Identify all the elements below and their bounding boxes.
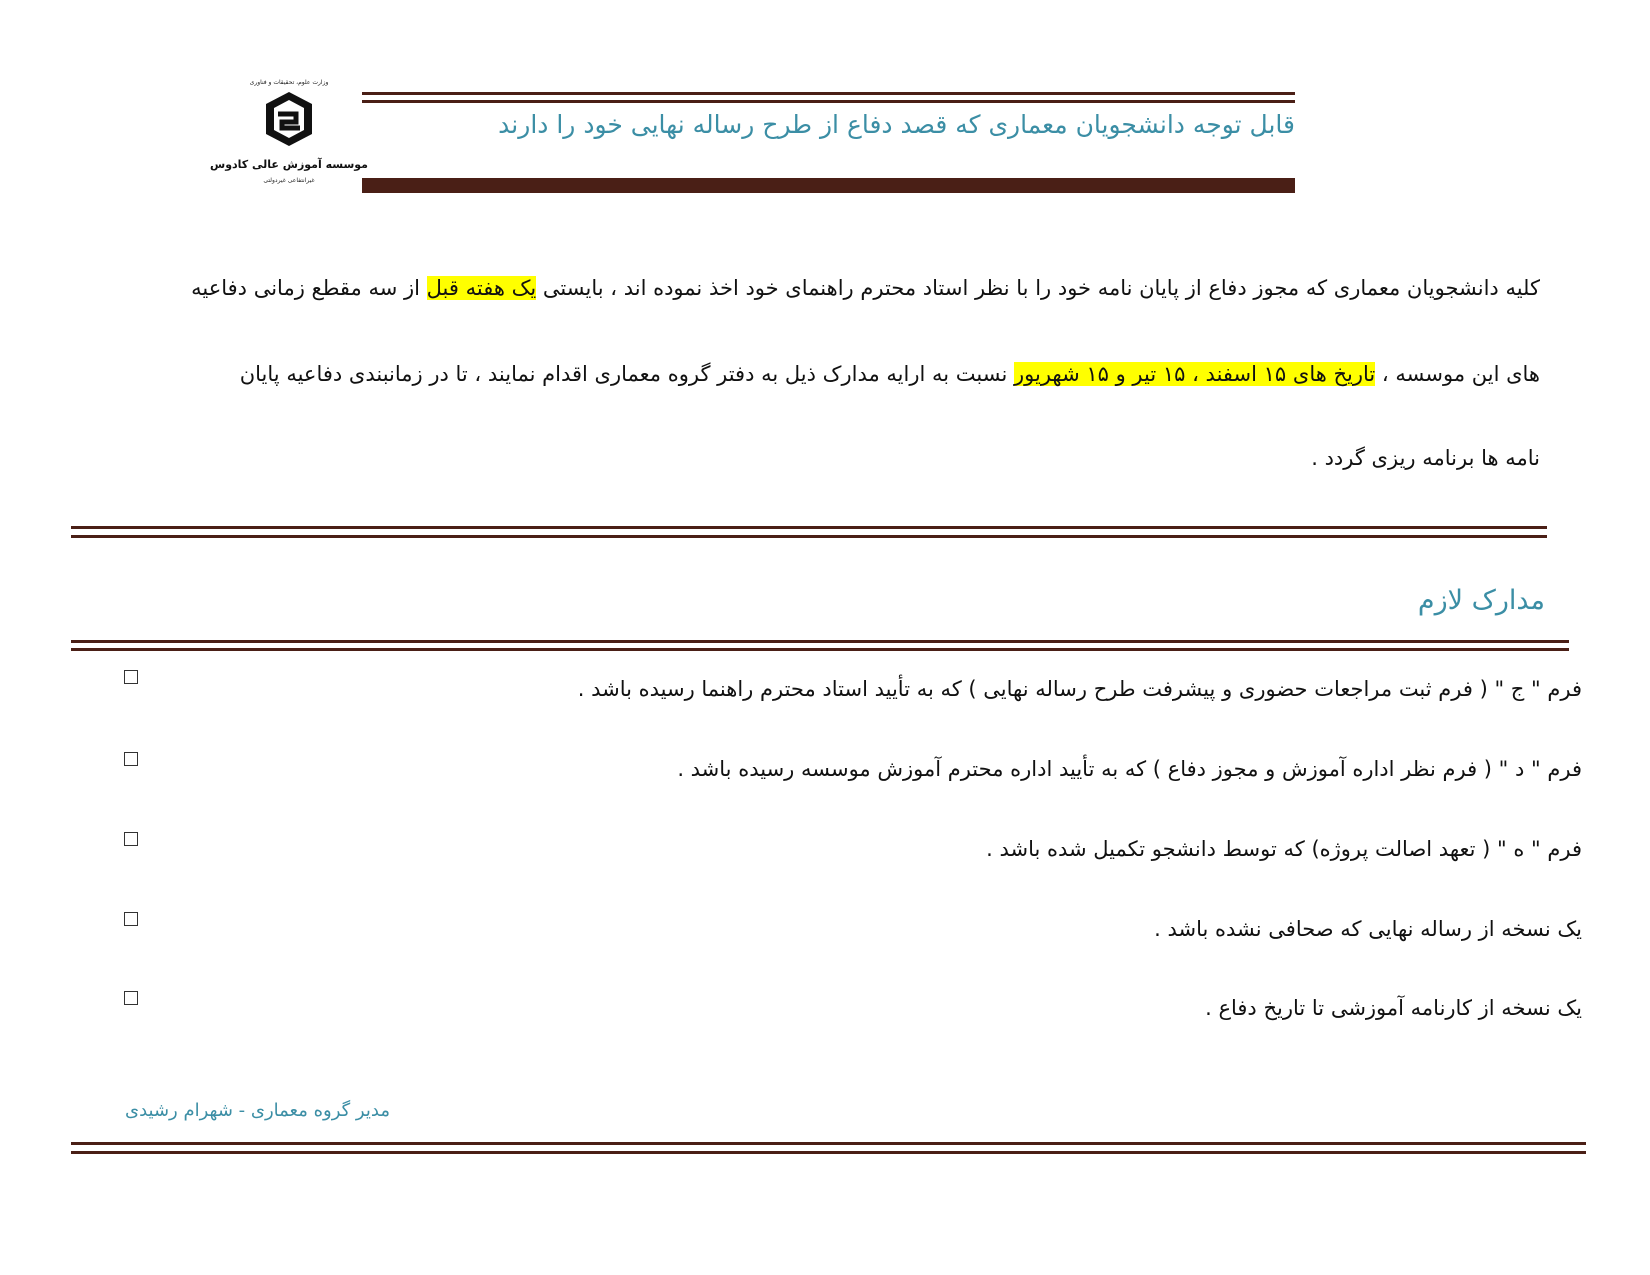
- header-bar: [362, 178, 1295, 193]
- section-rule-bottom: [71, 648, 1569, 651]
- intro-line-2: های این موسسه ، تاریخ های ۱۵ اسفند ، ۱۵ تیر و ۱۵ شهریور نسبت به ارایه مدارک ذیل به دفتر گروه معماری اقدام نمایند ، تا در زمانبندی دفاعیه پایان: [239, 362, 1540, 386]
- logo-text-top: وزارت علوم، تحقیقات و فناوری: [249, 79, 329, 86]
- highlight-dates: تاریخ های ۱۵ اسفند ، ۱۵ تیر و ۱۵ شهریور: [1013, 362, 1376, 386]
- requirement-checkbox[interactable]: [124, 670, 138, 684]
- intro-line-3: نامه ها برنامه ریزی گردد .: [1311, 446, 1540, 470]
- logo-text-main: موسسه آموزش عالی کادوس: [210, 158, 368, 171]
- signature: مدیر گروه معماری - شهرام رشیدی: [125, 1100, 390, 1121]
- logo-text-sub: غیرانتفاعی غیردولتی: [263, 177, 315, 184]
- section-title: مدارک لازم: [1417, 585, 1545, 616]
- page-title: قابل توجه دانشجویان معماری که قصد دفاع از طرح رساله نهایی خود را دارند: [498, 110, 1295, 139]
- header-rule-top-2: [362, 100, 1295, 103]
- requirement-item: یک نسخه از رساله نهایی که صحافی نشده باشد .: [1154, 917, 1582, 941]
- header-rule-top: [362, 92, 1295, 95]
- requirement-checkbox[interactable]: [124, 832, 138, 846]
- footer-rule-top: [71, 1142, 1586, 1145]
- requirement-item: فرم " ج " ( فرم ثبت مراجعات حضوری و پیشرفت طرح رساله نهایی ) که به تأیید استاد محترم راهنما رسیده باشد .: [577, 677, 1582, 701]
- divider-bottom: [71, 535, 1547, 538]
- requirement-checkbox[interactable]: [124, 752, 138, 766]
- requirement-item: فرم " ه " ( تعهد اصالت پروژه) که توسط دانشجو تکمیل شده باشد .: [986, 837, 1582, 861]
- footer-rule-bottom: [71, 1151, 1586, 1154]
- section-rule-top: [71, 640, 1569, 643]
- requirement-item: فرم " د " ( فرم نظر اداره آموزش و مجوز دفاع ) که به تأیید اداره محترم آموزش موسسه رسیده باشد .: [677, 757, 1582, 781]
- requirement-checkbox[interactable]: [124, 912, 138, 926]
- requirement-item: یک نسخه از کارنامه آموزشی تا تاریخ دفاع .: [1205, 996, 1582, 1020]
- requirement-checkbox[interactable]: [124, 991, 138, 1005]
- institute-logo: [210, 78, 368, 196]
- highlight-one-week: یک هفته قبل: [426, 276, 537, 300]
- divider-top: [71, 526, 1547, 529]
- intro-line-1: کلیه دانشجویان معماری که مجوز دفاع از پایان نامه خود را با نظر استاد محترم راهنمای خود اخذ نموده اند ، بایستی یک هفته قبل از سه مقطع زمانی دفاعیه: [191, 276, 1540, 300]
